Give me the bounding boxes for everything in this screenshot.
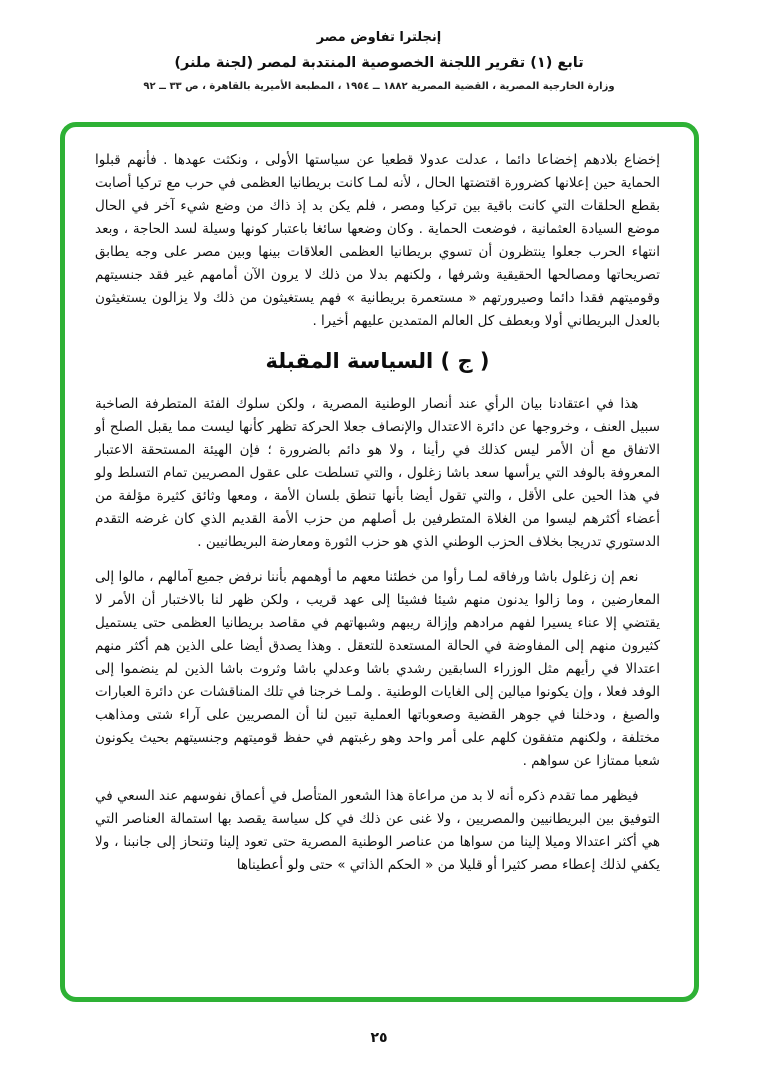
document-source-citation: وزارة الخارجية المصرية ، القضية المصرية ١٨٨٢ ــ ١٩٥٤ ، المطبعة الأميرية بالقاهرة ، ص ٣٣ ــ ٩٢ <box>143 81 615 92</box>
body-paragraph-2: هذا في اعتقادنا بيان الرأي عند أنصار الوطنية المصرية ، ولكن سلوك الفئة المتطرفة الصاخبة سبيل العنف ، وخروجها عن دائرة الاعتدال والإنصاف جعلا الحركة تظهر كأنها ليست مما يقبل الصلح أو الاتفاق مع أن الأمر ليس كذلك في رأينا ، ولا هو دائم بالضرورة ؛ فإن الهيئة المستحقة الاعتبار المعروفة بالوفد التي يرأسها سعد باشا زغلول ، والتي تسلطت على عقول المصريين تمام التسلط ولو في هذا الحين على الأقل ، والتي تقول أيضا بأنها تنطق بلسان الأمة ، ومعها وثائق كثيرة مؤلفة من أعضاء أكثرهم ليسوا من الغلاة المتطرفين بل أصلهم من حزب الأمة القديم الذي كان غرضه التقدم الدستوري تدريجا بخلاف الحزب الوطني الذي هو حزب الثورة ومعارضة البريطانيين . <box>95 396 660 550</box>
body-paragraph-1: إخضاع بلادهم إخضاعا دائما ، عدلت عدولا قطعيا عن سياستها الأولى ، ونكثت عهدها . فأنهم قبلوا الحماية حين إعلانها كضرورة اقتضتها الحال ، لأنه لمـا كانت بريطانيا العظمى في حرب مع تركيا أصابت بقطع الحلقات التي كانت باقية بين تركيا ومصر ، فلم يكن بد إذ ذاك من وضع شيء آخر في الحال موضع السيادة العثمانية ، فوضعت الحماية . وكان وضعها سائغا باعتبار كونها وسيلة لسد الحاجة ، وبعد انتهاء الحرب جعلوا ينتظرون أن تسوي بريطانيا العظمى العلاقات بينها وبين مصر على وجه يطابق تصريحاتها ومصالحها الحقيقية وشرفها ، ولكنهم بدلا من ذلك لا يرون الآن أمامهم غير فقد جنسيتهم وقوميتهم فقدا دائما وصيرورتهم « مستعمرة بريطانية » فهم يستغيثون من ذلك ولا يزالون يستغيثون بالعدل البريطاني أولا وبعطف كل العالم المتمدين عليهم أخيرا . <box>95 152 660 329</box>
section-heading: ( ج ) السياسة المقبلة <box>265 349 490 373</box>
document-subtitle: تابع (١) تقرير اللجنة الخصوصية المنتدبة لمصر (لجنة ملنر) <box>174 55 584 71</box>
page-footer <box>0 1027 758 1046</box>
page-number: ٢٥ <box>370 1030 388 1046</box>
green-text-frame <box>60 122 699 1002</box>
document-title: إنجلترا تفاوض مصر <box>316 30 442 45</box>
page-header <box>0 0 758 92</box>
body-paragraph-4: فيظهر مما تقدم ذكره أنه لا بد من مراعاة هذا الشعور المتأصل في أعماق نفوسهم عند السعي في التوفيق بين البريطانيين والمصريين ، ولا غنى عن ذلك في كل سياسة يقصد بها استمالة العناصر التي هي أكثر اعتدالا وميلا إلينا من سواها من عناصر الوطنية المصرية حتى تعود إلينا وتنحاز إلى جانبنا ، ولا يكفي لذلك إعطاء مصر كثيرا أو قليلا من « الحكم الذاتي » حتى ولو أعطيناها <box>95 788 660 873</box>
body-paragraph-3: نعم إن زغلول باشا ورفاقه لمـا رأوا من خطئنا معهم ما أوهمهم بأننا نرفض جميع آمالهم ، مالوا إلى المعارضين ، وما زالوا يدنون منهم شيئا فشيئا إلى عهد قريب ، ولكن ظهر لنا بالاختبار أن الأمر لا يقتضي إلا عناء يسيرا لفهم مرادهم وإزالة ريبهم وشبهاتهم في مقاصد بريطانيا العظمى حتى يستميل كثيرون منهم إلى المفاوضة في الحالة المستعدة للتعقل . وهذا يصدق أيضا على الذين هم أكثر منهم اعتدالا في رأيهم مثل الوزراء السابقين رشدي باشا وعدلي باشا وثروت باشا الذين لم ينضموا إلى الوفد فعلا ، وإن يكونوا ميالين إلى الغايات الوطنية . ولمـا خرجنا في تلك المناقشات عن دائرة العبارات والصيغ ، ودخلنا في جوهر القضية وصعوباتها العملية تبين لنا أن المصريين على آراء شتى ومذاهب مختلفة ، ولكنهم متفقون كلهم على أمر واحد وهو رغبتهم في حفظ قوميتهم وجنسيتهم بحيث يكونون شعبا ممتازا عن سواهم . <box>95 569 660 769</box>
